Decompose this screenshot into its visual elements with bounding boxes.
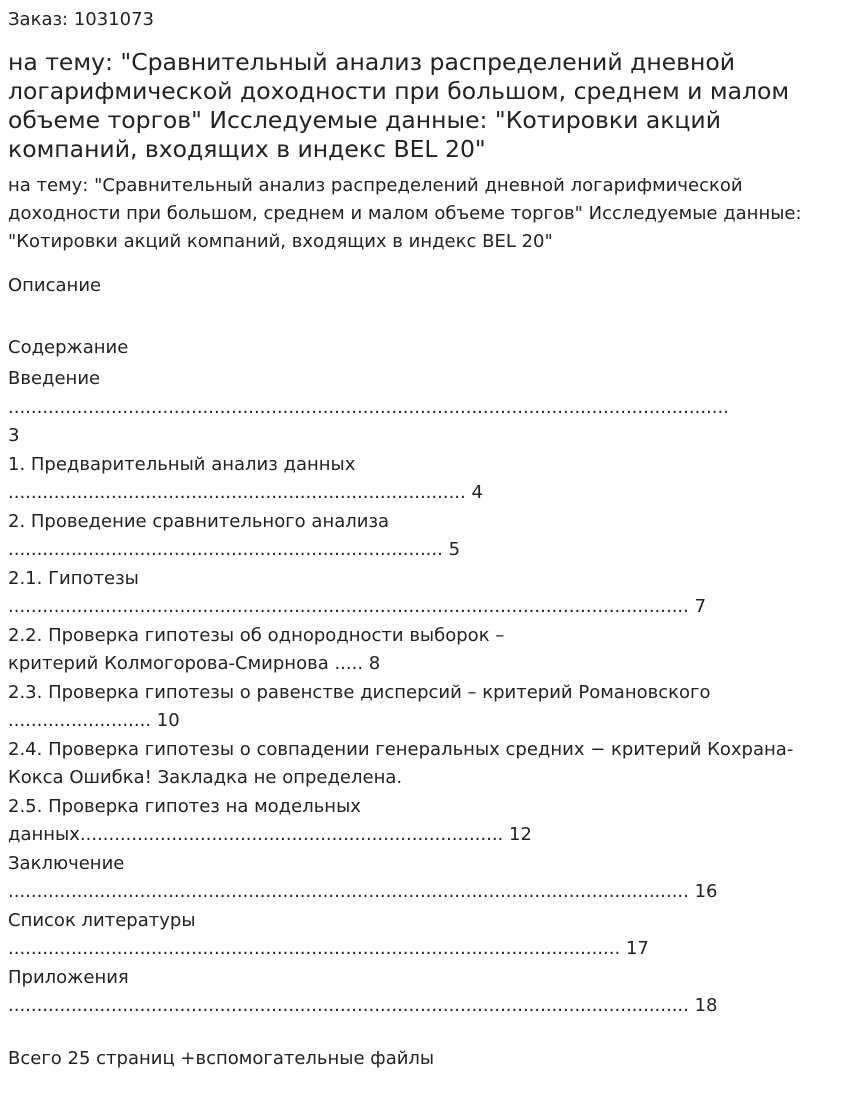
toc-line: Заключение [8,852,125,874]
toc-leader: ................................................................................ 4 [8,482,483,503]
toc-heading: Содержание [8,337,129,358]
toc-line: 2.1. Гипотезы [8,567,139,589]
toc-leader: ......................... 10 [8,710,180,731]
toc-line: Приложения [8,966,129,988]
toc-line: 2.4. Проверка гипотезы о совпадении генеральных средних − критерий Кохрана- [8,738,794,760]
toc-leader: ........................................................................................................... 17 [8,938,649,959]
toc-line: 2.3. Проверка гипотезы о равенстве дисперсий – критерий Романовского [8,681,711,703]
toc-line: 2.5. Проверка гипотез на модельных [8,795,361,817]
description-label: Описание [8,275,102,296]
total-pages: Всего 25 страниц +вспомогательные файлы [8,1048,435,1069]
toc-leader: ....................................................................................................................... 16 [8,881,718,902]
toc-line: данных.......................................................................... 12 [8,824,532,845]
toc-leader: ............................................................................ 5 [8,539,461,560]
toc-leader: ....................................................................................................................... 7 [8,596,707,617]
toc-line: Список литературы [8,909,196,931]
toc-line: 2. Проведение сравнительного анализа [8,510,390,532]
toc-line: Введение [8,368,101,389]
toc-page-number: 3 [8,425,20,446]
toc-leader: ....................................................................................................................... 18 [8,995,718,1016]
toc-line: 2.2. Проверка гипотезы об однородности выборок – [8,624,505,646]
page-title: на тему: "Сравнительный анализ распределений дневной логарифмической доходности при большом, среднем и малом объеме торгов" Исследуемые данные: "Котировки акций компаний, входящих в индекс BEL 20" [8,48,790,163]
table-of-contents [8,365,843,1021]
toc-line: 1. Предварительный анализ данных [8,453,356,475]
toc-leader: .............................................................................................................................. [8,396,729,418]
toc-line: Кокса Ошибка! Закладка не определена. [8,767,403,788]
topic-subtitle: на тему: "Сравнительный анализ распределений дневной логарифмической доходности при большом, среднем и малом объеме торгов" Исследуемые данные: "Котировки акций компаний, входящих в индекс BEL 20" [8,175,802,252]
toc-line: критерий Колмогорова-Смирнова ..... 8 [8,653,381,674]
order-number: Заказ: 1031073 [8,9,154,30]
